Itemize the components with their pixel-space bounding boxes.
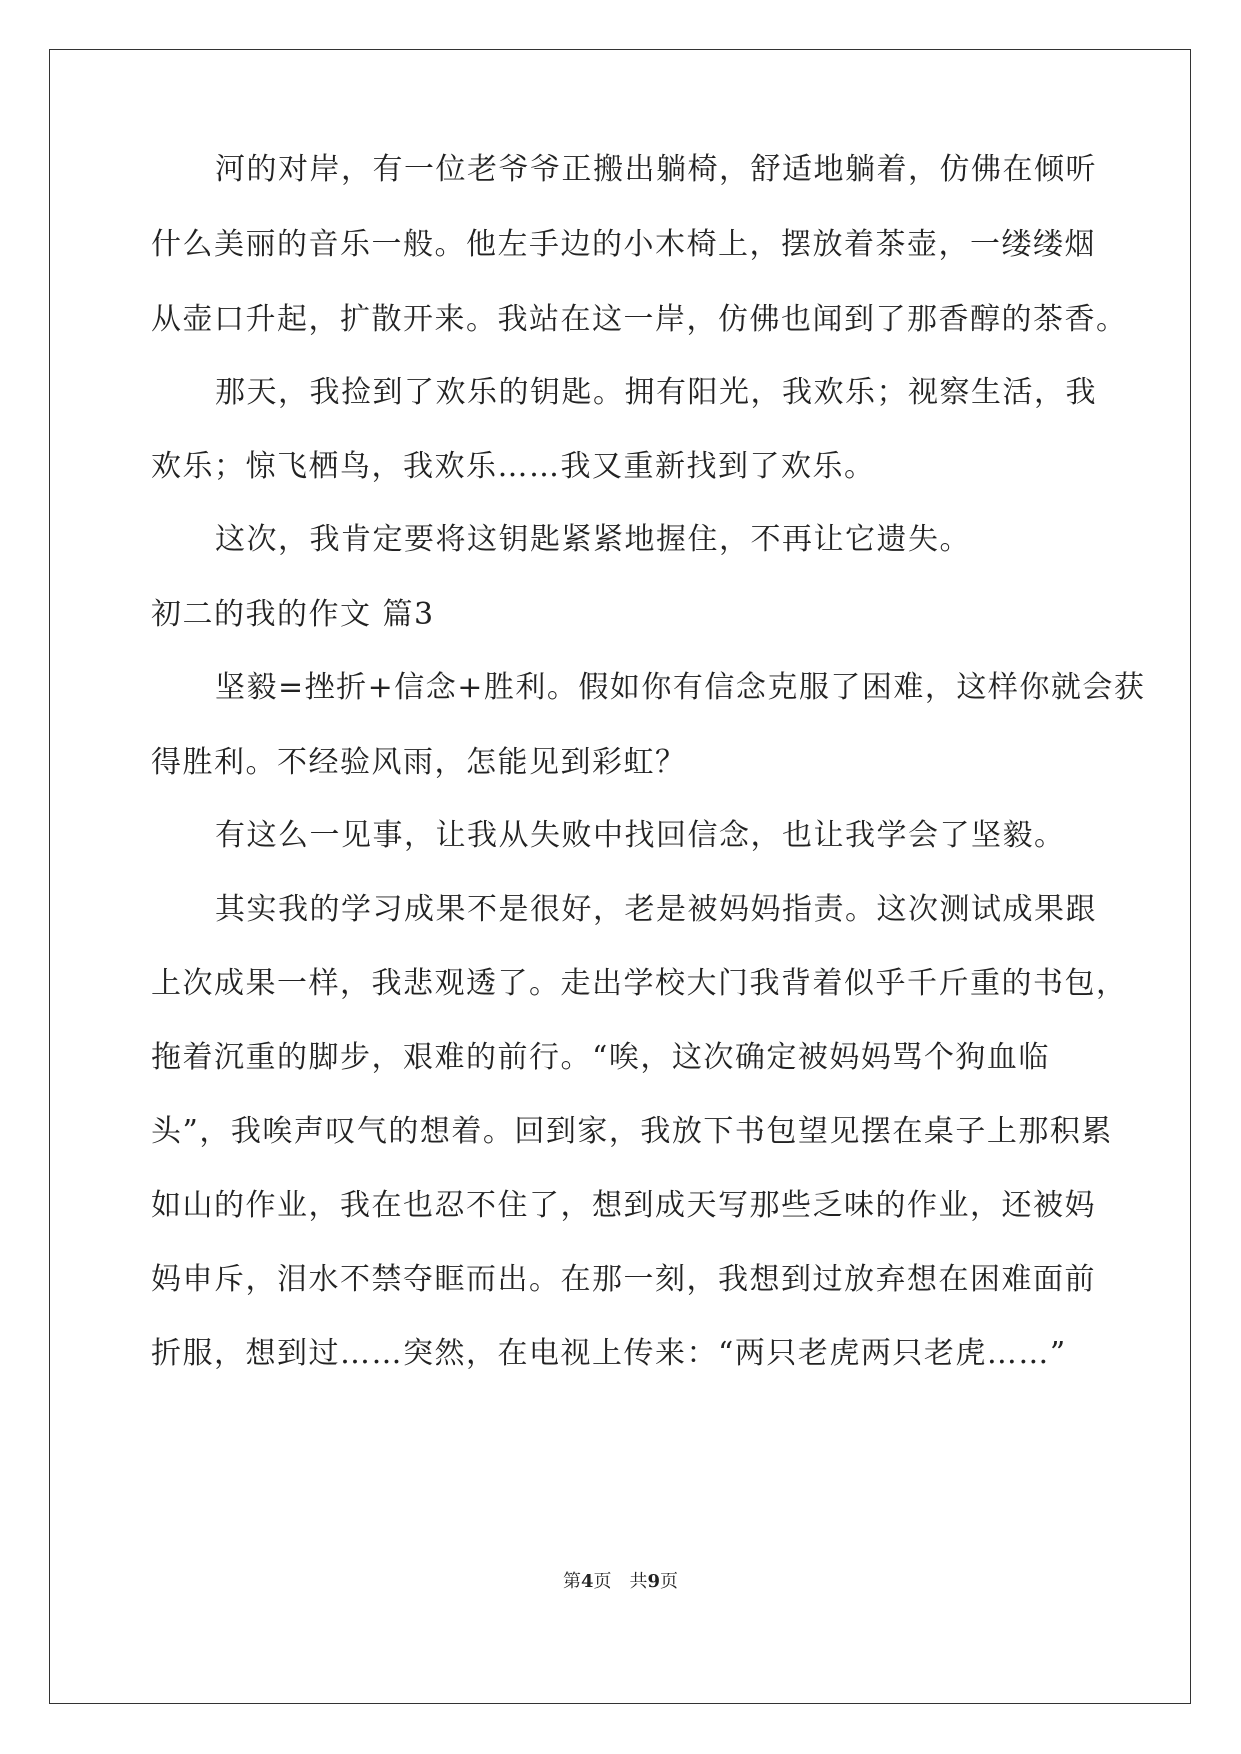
paragraph-line: 有这么一见事，让我从失败中找回信念，也让我学会了坚毅。	[215, 818, 1066, 853]
paragraph-line: 坚毅=挫折+信念+胜利。假如你有信念克服了困难，这样你就会获	[215, 670, 1146, 705]
paragraph-line: 妈申斥，泪水不禁夺眶而出。在那一刻，我想到过放弃想在困难面前	[151, 1262, 1096, 1297]
section-heading: 初二的我的作文 篇3	[151, 597, 435, 632]
paragraph-line: 河的对岸，有一位老爷爷正搬出躺椅，舒适地躺着，仿佛在倾听	[215, 152, 1097, 187]
page-border	[49, 49, 1191, 1704]
paragraph-line: 从壶口升起，扩散开来。我站在这一岸，仿佛也闻到了那香醇的茶香。	[151, 302, 1128, 337]
total-suffix: 页	[660, 1571, 679, 1592]
current-page-number: 4	[580, 1571, 594, 1592]
total-pages-number: 9	[647, 1571, 661, 1592]
paragraph-line: 拖着沉重的脚步，艰难的前行。“唉，这次确定被妈妈骂个狗血临	[151, 1040, 1050, 1075]
paragraph-line: 折服，想到过……突然，在电视上传来：“两只老虎两只老虎……”	[151, 1336, 1067, 1371]
paragraph-line: 如山的作业，我在也忍不住了，想到成天写那些乏味的作业，还被妈	[151, 1188, 1096, 1223]
paragraph-line: 那天，我捡到了欢乐的钥匙。拥有阳光，我欢乐；视察生活，我	[215, 375, 1097, 410]
page-suffix: 页	[593, 1571, 612, 1592]
total-prefix: 共	[629, 1571, 648, 1592]
paragraph-line: 上次成果一样，我悲观透了。走出学校大门我背着似乎千斤重的书包，	[151, 966, 1128, 1001]
paragraph-line: 什么美丽的音乐一般。他左手边的小木椅上，摆放着茶壶，一缕缕烟	[151, 227, 1096, 262]
paragraph-line: 这次，我肯定要将这钥匙紧紧地握住，不再让它遗失。	[215, 522, 971, 557]
paragraph-line: 欢乐；惊飞栖鸟，我欢乐……我又重新找到了欢乐。	[151, 449, 876, 484]
paragraph-line: 头”，我唉声叹气的想着。回到家，我放下书包望见摆在桌子上那积累	[151, 1114, 1113, 1149]
page-prefix: 第	[562, 1571, 581, 1592]
paragraph-line: 得胜利。不经验风雨，怎能见到彩虹？	[151, 745, 687, 780]
paragraph-line: 其实我的学习成果不是很好，老是被妈妈指责。这次测试成果跟	[215, 892, 1097, 927]
page-footer	[0, 1570, 1241, 1594]
